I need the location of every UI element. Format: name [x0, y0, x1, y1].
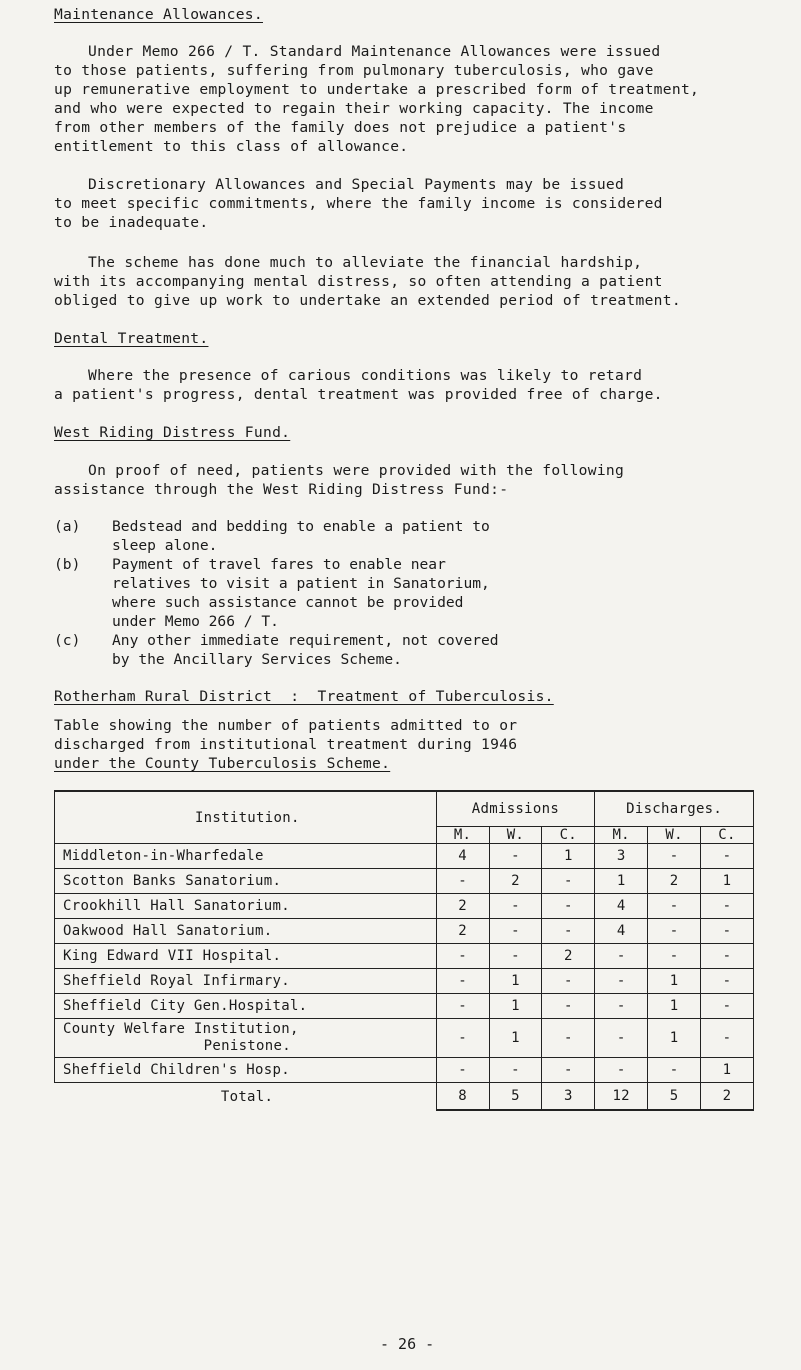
list-item-a-label: (a) — [54, 518, 81, 535]
cell-value: - — [436, 1058, 489, 1083]
list-item-b-line1: Payment of travel fares to enable near — [112, 556, 446, 573]
list-item-a-line2: sleep alone. — [112, 537, 218, 554]
maintenance-para1-line6: entitlement to this class of allowance. — [54, 138, 409, 155]
list-item-b-line3: where such assistance cannot be provided — [112, 594, 464, 611]
cell-value: 2 — [436, 919, 489, 944]
subheader-adm-w: W. — [489, 827, 542, 844]
cell-value: - — [436, 944, 489, 969]
subheader-adm-c: C. — [542, 827, 595, 844]
cell-value: - — [595, 1058, 648, 1083]
subheader-dis-w: W. — [648, 827, 701, 844]
cell-value: 1 — [542, 844, 595, 869]
cell-value: - — [595, 944, 648, 969]
maintenance-para1-line2: to those patients, suffering from pulmonary tuberculosis, who gave — [54, 62, 654, 79]
rotherham-line2: discharged from institutional treatment during 1946 — [54, 736, 518, 753]
cell-value: - — [542, 969, 595, 994]
cell-value: - — [701, 844, 754, 869]
list-item-c-line2: by the Ancillary Services Scheme. — [112, 651, 402, 668]
list-item-a-line1: Bedstead and bedding to enable a patient to — [112, 518, 490, 535]
cell-value: 1 — [489, 969, 542, 994]
cell-value: - — [542, 994, 595, 1019]
cell-value: 1 — [701, 1058, 754, 1083]
cell-value: - — [648, 944, 701, 969]
cell-value: - — [542, 1058, 595, 1083]
maintenance-para1-line5: from other members of the family does not prejudice a patient's — [54, 119, 627, 136]
dental-heading: Dental Treatment. — [54, 330, 209, 347]
list-item-b-line4: under Memo 266 / T. — [112, 613, 279, 630]
list-item-c-line1: Any other immediate requirement, not covered — [112, 632, 499, 649]
table-row — [55, 894, 754, 919]
cell-value: - — [701, 969, 754, 994]
total-value: 2 — [701, 1083, 754, 1111]
institution-name-line2: Penistone. — [203, 1038, 291, 1054]
cell-value: - — [648, 1058, 701, 1083]
cell-value: - — [436, 869, 489, 894]
institution-name: Sheffield City Gen.Hospital. — [55, 994, 437, 1019]
total-label: Total. — [220, 1088, 274, 1105]
total-value: 8 — [436, 1083, 489, 1111]
cell-value: - — [489, 894, 542, 919]
table-row — [55, 994, 754, 1019]
institution-name: Scotton Banks Sanatorium. — [55, 869, 437, 894]
total-row — [55, 1083, 754, 1111]
subheader-dis-m: M. — [595, 827, 648, 844]
cell-value: - — [701, 919, 754, 944]
dental-line1: Where the presence of carious conditions was likely to retard — [88, 367, 643, 384]
distress-line1: On proof of need, patients were provided with the following — [88, 462, 625, 479]
maintenance-para2-line3: to be inadequate. — [54, 214, 209, 231]
list-item-c-label: (c) — [54, 632, 81, 649]
header-institution: Institution. — [55, 791, 437, 844]
cell-value: - — [595, 1019, 648, 1058]
cell-value: - — [701, 1019, 754, 1058]
page-number: - 26 - — [380, 1335, 435, 1353]
table-row — [55, 1019, 754, 1058]
subheader-adm-m: M. — [436, 827, 489, 844]
cell-value: 2 — [489, 869, 542, 894]
cell-value: 2 — [436, 894, 489, 919]
total-value: 12 — [595, 1083, 648, 1111]
maintenance-para1-line3: up remunerative employment to undertake a prescribed form of treatment, — [54, 81, 700, 98]
cell-value: 1 — [701, 869, 754, 894]
institution-name — [55, 1019, 437, 1058]
cell-value: - — [648, 844, 701, 869]
cell-value: 2 — [542, 944, 595, 969]
table-body — [55, 844, 754, 1111]
distress-heading: West Riding Distress Fund. — [54, 424, 291, 441]
cell-value: - — [542, 1019, 595, 1058]
total-value: 5 — [489, 1083, 542, 1111]
rotherham-line3: under the County Tuberculosis Scheme. — [54, 755, 391, 772]
institution-table — [54, 790, 754, 1111]
cell-value: 1 — [648, 994, 701, 1019]
maintenance-para3-line2: with its accompanying mental distress, so often attending a patient — [54, 273, 663, 290]
cell-value: 1 — [489, 1019, 542, 1058]
cell-value: 1 — [595, 869, 648, 894]
header-discharges: Discharges. — [595, 791, 754, 827]
table-row — [55, 944, 754, 969]
cell-value: 1 — [489, 994, 542, 1019]
total-value: 3 — [542, 1083, 595, 1111]
header-admissions: Admissions — [436, 791, 595, 827]
rotherham-heading: Rotherham Rural District : Treatment of Tuberculosis. — [54, 688, 554, 705]
cell-value: - — [489, 944, 542, 969]
list-item-b-label: (b) — [54, 556, 81, 573]
table-row — [55, 969, 754, 994]
maintenance-para1-line1: Under Memo 266 / T. Standard Maintenance Allowances were issued — [88, 43, 661, 60]
cell-value: - — [648, 919, 701, 944]
institution-name-line1: County Welfare Institution, — [63, 1021, 299, 1037]
cell-value: - — [701, 994, 754, 1019]
institution-name: King Edward VII Hospital. — [55, 944, 437, 969]
maintenance-para2-line2: to meet specific commitments, where the family income is considered — [54, 195, 663, 212]
distress-line2: assistance through the West Riding Distress Fund:- — [54, 481, 509, 498]
cell-value: - — [489, 1058, 542, 1083]
institution-name: Sheffield Royal Infirmary. — [55, 969, 437, 994]
cell-value: 2 — [648, 869, 701, 894]
cell-value: - — [648, 894, 701, 919]
cell-value: - — [701, 944, 754, 969]
maintenance-para3-line1: The scheme has done much to alleviate the financial hardship, — [88, 254, 643, 271]
cell-value: - — [489, 919, 542, 944]
cell-value: - — [436, 994, 489, 1019]
cell-value: - — [595, 969, 648, 994]
maintenance-para1-line4: and who were expected to regain their working capacity. The income — [54, 100, 654, 117]
cell-value: 3 — [595, 844, 648, 869]
rotherham-line1: Table showing the number of patients admitted to or — [54, 717, 518, 734]
institution-name: Oakwood Hall Sanatorium. — [55, 919, 437, 944]
total-value: 5 — [648, 1083, 701, 1111]
cell-value: - — [489, 844, 542, 869]
cell-value: - — [436, 969, 489, 994]
dental-line2: a patient's progress, dental treatment was provided free of charge. — [54, 386, 663, 403]
maintenance-para2-line1: Discretionary Allowances and Special Payments may be issued — [88, 176, 625, 193]
cell-value: - — [542, 869, 595, 894]
list-item-b-line2: relatives to visit a patient in Sanatorium, — [112, 575, 490, 592]
institution-name: Crookhill Hall Sanatorium. — [55, 894, 437, 919]
cell-value: 4 — [595, 894, 648, 919]
cell-value: - — [542, 919, 595, 944]
cell-value: 1 — [648, 969, 701, 994]
maintenance-heading: Maintenance Allowances. — [54, 6, 263, 23]
subheader-dis-c: C. — [701, 827, 754, 844]
table-row — [55, 919, 754, 944]
cell-value: 4 — [595, 919, 648, 944]
cell-value: - — [436, 1019, 489, 1058]
cell-value: 1 — [648, 1019, 701, 1058]
maintenance-para3-line3: obliged to give up work to undertake an extended period of treatment. — [54, 292, 681, 309]
table-row — [55, 844, 754, 869]
cell-value: - — [542, 894, 595, 919]
table-row — [55, 1058, 754, 1083]
table-row — [55, 869, 754, 894]
institution-name: Middleton-in-Wharfedale — [55, 844, 437, 869]
cell-value: 4 — [436, 844, 489, 869]
cell-value: - — [595, 994, 648, 1019]
cell-value: - — [701, 894, 754, 919]
institution-name: Sheffield Children's Hosp. — [55, 1058, 437, 1083]
